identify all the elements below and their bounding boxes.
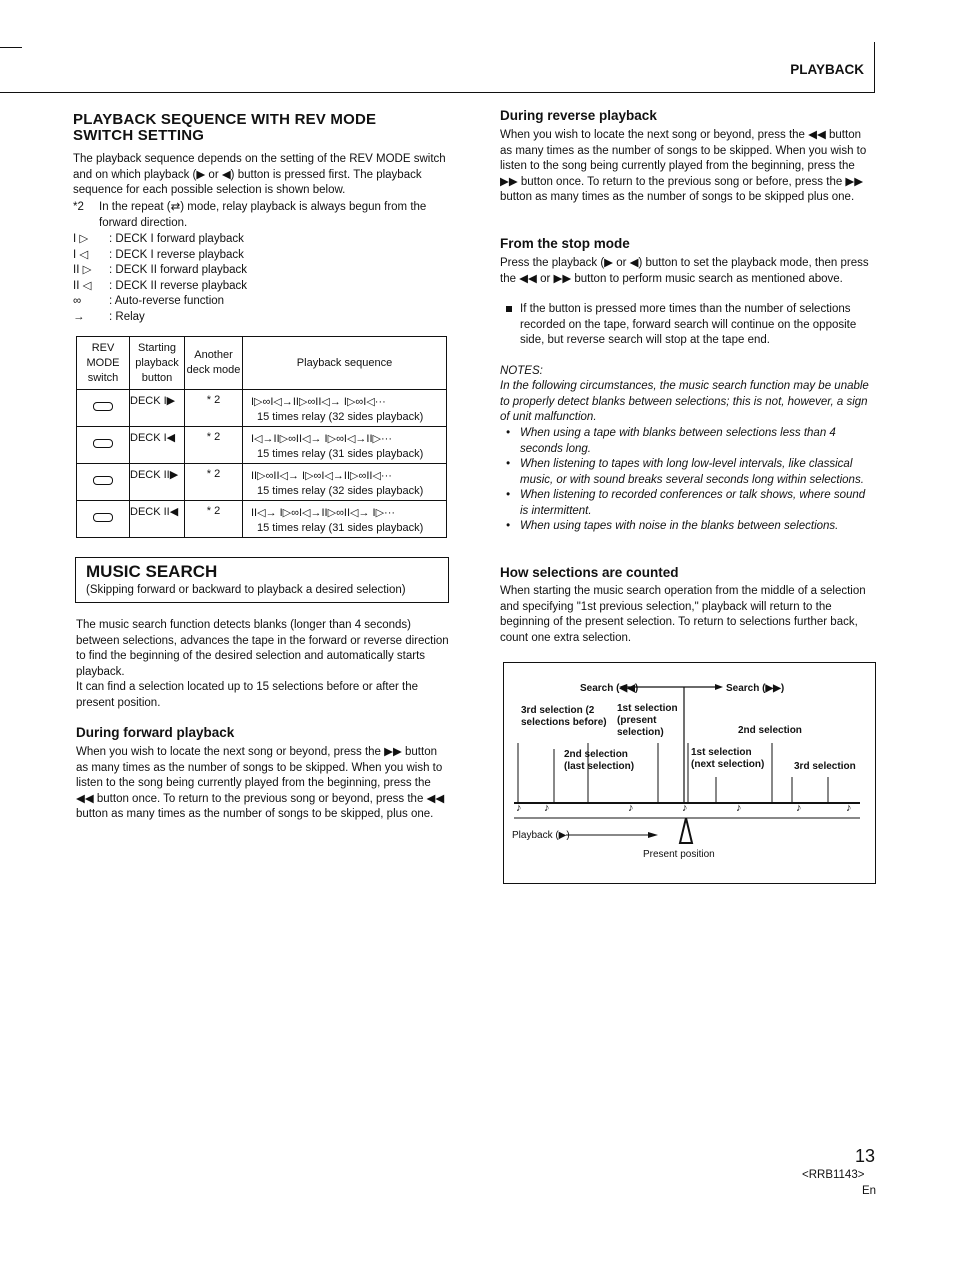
doc-code: <RRB1143>: [802, 1169, 865, 1181]
note-item: • When listening to recorded conferences or talk shows, where sound is intermittent.: [500, 488, 875, 519]
footnote: [73, 200, 451, 231]
note-item: • When using tapes with noise in the blanks between selections.: [500, 519, 875, 535]
note-mark: ♪: [796, 802, 802, 814]
note-item: • When listening to tapes with long low-level intervals, like classical music, or with sound breaks several seconds long within selections.: [500, 457, 875, 488]
note-mark: ♪: [516, 802, 522, 814]
sequence-cell: [243, 501, 447, 538]
table-row: [77, 501, 447, 538]
reverse-playback-text: When you wish to locate the next song or beyond, press the ◀◀ button as many times as the number of songs to be skipped. When you wish to listen to the song being currently played from the beginning, press the ▶▶ button once. To return to the previous song or before, press the ▶▶ button as many times as the number of songs to be skipped plus one.: [500, 129, 867, 203]
starting-button-cell: DECK II▶: [130, 464, 185, 501]
music-search-para-2: It can find a selection located up to 15 selections before or after the present position.: [76, 681, 419, 709]
rev-mode-cell: [77, 501, 130, 538]
sequence-cell: [243, 427, 447, 464]
relay-count-text: 15 times relay (31 sides playback): [257, 447, 424, 460]
margin-mark: [0, 47, 22, 48]
page-title: PLAYBACK SEQUENCE WITH REV MODE SWITCH SETTING: [73, 111, 377, 144]
legend-row: [73, 294, 373, 310]
search-back-label: Search (◀◀): [580, 683, 639, 694]
stop-mode-bullet: If the button is pressed more times than the number of selections recorded on the tape, forward search will continue on the opposite side, but reverse search will stop at the tape end.: [500, 302, 875, 349]
legend-text: : DECK II reverse playback: [109, 279, 248, 292]
legend-row: [73, 263, 373, 279]
legend-text: : Auto-reverse function: [109, 295, 225, 307]
page-number: 13: [855, 1146, 876, 1166]
header-playback-sequence: Playback sequence: [243, 337, 447, 390]
legend-key: I ◁: [73, 248, 89, 261]
stop-mode-text: Press the playback (▶ or ◀) button to set the playback mode, then press the ◀◀ or ▶▶ button to perform music search as mentioned above.: [500, 257, 869, 285]
legend-row: [73, 279, 373, 295]
rev-mode-cell: [77, 427, 130, 464]
note-item: • When using a tape with blanks between selections less than 4 seconds long.: [500, 426, 875, 457]
table-row: [77, 427, 447, 464]
relay-count-text: 15 times relay (32 sides playback): [257, 484, 424, 497]
legend-key: I ▷: [73, 233, 89, 245]
note-mark: ♪: [628, 802, 634, 814]
section-header: PLAYBACK: [790, 62, 864, 77]
starting-button-cell: DECK II◀: [130, 501, 185, 538]
rev-mode-cell: [77, 464, 130, 501]
header-starting-button: Starting playback button: [130, 337, 185, 390]
legend-text: : DECK I forward playback: [109, 233, 244, 245]
header-vertical-rule: [874, 42, 875, 93]
music-search-subtitle: (Skipping forward or backward to playback a desired selection): [86, 584, 406, 596]
legend-text: : Relay: [109, 310, 145, 323]
table-row: [77, 390, 447, 427]
repeat-mode-icon: [93, 439, 113, 448]
language-code: En: [862, 1185, 877, 1197]
another-deck-mode-cell: * 2: [185, 427, 243, 464]
count-text: When starting the music search operation from the middle of a selection and specifying "1st previous selection," playback will return to the beginning of the present selection. To return to selections further back, count one extra selection.: [500, 585, 866, 644]
forward-playback-text: When you wish to locate the next song or beyond, press the ▶▶ button as many times as the number of songs to be skipped. When you wish to listen to the song being currently played from the beginning, press the ◀◀ button once. To return to the previous song or beyond, press the ◀◀ button as many times as the number of songs to be skipped, plus one.: [76, 746, 445, 820]
note-mark: ♪: [544, 802, 550, 814]
note-mark: ♪: [682, 802, 688, 814]
legend: [73, 232, 373, 325]
forward-playback-heading: During forward playback: [76, 725, 235, 740]
second-last-label: 2nd selection (last selection): [564, 749, 635, 772]
sequence-text: II▷∞II◁→ I▷∞I◁→II▷∞II◁···: [251, 469, 392, 482]
sequence-table: [76, 336, 447, 538]
another-deck-mode-cell: * 2: [185, 390, 243, 427]
relay-count-text: 15 times relay (31 sides playback): [257, 521, 424, 534]
sequence-text: II◁→ I▷∞I◁→II▷∞II◁→ I▷···: [251, 506, 396, 519]
notes-list: [500, 426, 875, 535]
legend-row: [73, 310, 373, 326]
header-another-deck-mode: Another deck mode: [185, 337, 243, 390]
second-after-label: 2nd selection: [738, 725, 802, 736]
sequence-text: I◁→II▷∞II◁→ I▷∞I◁→II▷···: [251, 432, 392, 445]
intro-paragraph: The playback sequence depends on the setting of the REV MODE switch and on which playback (▶ or ◀) button is pressed first. The playback sequence for each possible selection is shown below.: [73, 153, 446, 196]
legend-key: II ▷: [73, 264, 92, 276]
repeat-mode-icon: [93, 402, 113, 411]
starting-button-cell: DECK I▶: [130, 390, 185, 427]
sequence-cell: [243, 390, 447, 427]
first-present-label: 1st selection (present selection): [617, 703, 678, 738]
music-search-box: [75, 557, 449, 603]
legend-text: : DECK I reverse playback: [109, 248, 244, 261]
notes-intro: In the following circumstances, the music search function may be unable to properly detect blanks between selections; this is not, however, a sign of unit malfunction.: [500, 380, 869, 423]
music-search-title: MUSIC SEARCH: [86, 562, 218, 581]
legend-row: [73, 232, 373, 248]
another-deck-mode-cell: * 2: [185, 464, 243, 501]
note-mark: ♪: [736, 802, 742, 814]
sequence-text: I▷∞I◁→II▷∞II◁→ I▷∞I◁···: [251, 395, 386, 408]
legend-text: : DECK II forward playback: [109, 264, 248, 276]
notes-heading: NOTES:: [500, 365, 543, 377]
starting-button-cell: DECK I◀: [130, 427, 185, 464]
note-mark: ♪: [846, 802, 852, 814]
rev-mode-cell: [77, 390, 130, 427]
footnote-text: In the repeat (⇄) mode, relay playback is always begun from the forward direction.: [99, 201, 427, 229]
legend-key: →: [73, 310, 85, 323]
stop-mode-heading: From the stop mode: [500, 236, 630, 251]
playback-label: Playback (▶): [512, 830, 570, 841]
repeat-mode-icon: [93, 513, 113, 522]
legend-row: [73, 248, 373, 264]
third-after-label: 3rd selection: [794, 761, 856, 772]
search-fwd-label: Search (▶▶): [726, 683, 785, 694]
present-position-label: Present position: [643, 849, 715, 860]
footnote-mark: *2: [73, 201, 84, 213]
selection-diagram: [503, 662, 876, 884]
table-row: [77, 464, 447, 501]
first-next-label: 1st selection (next selection): [691, 747, 765, 770]
repeat-mode-icon: [93, 476, 113, 485]
legend-key: ∞: [73, 295, 82, 307]
header-rule: [0, 92, 874, 93]
header-rev-mode: REV MODE switch: [77, 337, 130, 390]
count-heading: How selections are counted: [500, 565, 679, 580]
reverse-playback-heading: During reverse playback: [500, 108, 657, 123]
relay-count-text: 15 times relay (32 sides playback): [257, 410, 424, 423]
music-search-para-1: The music search function detects blanks (longer than 4 seconds) between selections, advances the tape in the forward or reverse direction to find the beginning of the desired selection and automatically starts playback.: [76, 619, 449, 678]
another-deck-mode-cell: * 2: [185, 501, 243, 538]
sequence-cell: [243, 464, 447, 501]
third-before-label: 3rd selection (2 selections before): [521, 705, 607, 728]
legend-key: II ◁: [73, 279, 92, 292]
